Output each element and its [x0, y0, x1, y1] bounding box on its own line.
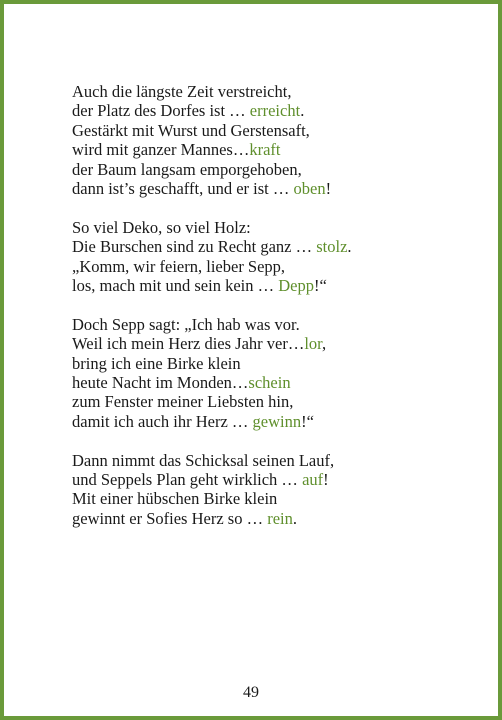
poem-line	[72, 140, 478, 159]
poem-line	[72, 237, 478, 256]
rhyme-word: schein	[248, 373, 291, 393]
poem-line	[72, 315, 478, 334]
line-punctuation: .	[292, 508, 297, 528]
poem-line	[72, 354, 478, 373]
line-punctuation: !	[323, 470, 329, 490]
poem	[72, 82, 478, 548]
poem-line	[72, 334, 478, 353]
line-text: heute Nacht im Monden…	[72, 373, 249, 393]
line-text: dann ist’s geschafft, und er ist …	[72, 179, 294, 199]
page-number: 49	[243, 684, 259, 701]
line-text: Dann nimmt das Schicksal seinen Lauf,	[72, 450, 335, 470]
line-text: der Baum langsam emporgehoben,	[72, 159, 302, 179]
stanza-3	[72, 315, 478, 431]
poem-line	[72, 82, 478, 101]
rhyme-word: Depp	[278, 276, 314, 296]
line-text: gewinnt er Sofies Herz so …	[72, 508, 268, 528]
poem-line	[72, 179, 478, 198]
line-text: Weil ich mein Herz dies Jahr ver…	[72, 334, 305, 354]
poem-line	[72, 489, 478, 508]
line-punctuation: !“	[301, 411, 314, 431]
poem-line	[72, 121, 478, 140]
stanza-2	[72, 218, 478, 296]
line-text: bring ich eine Birke klein	[72, 353, 241, 373]
rhyme-word: stolz	[316, 237, 348, 257]
poem-line	[72, 451, 478, 470]
rhyme-word: oben	[293, 179, 326, 199]
rhyme-word: rein	[267, 508, 293, 528]
line-punctuation: !	[325, 179, 332, 199]
line-text: Die Burschen sind zu Recht ganz …	[72, 237, 317, 257]
poem-line	[72, 470, 478, 489]
poem-line	[72, 160, 478, 179]
line-text: damit ich auch ihr Herz …	[72, 411, 253, 431]
line-text: Auch die längste Zeit verstreicht,	[72, 82, 292, 101]
poem-line	[72, 392, 478, 411]
stanza-1	[72, 82, 478, 198]
line-text: wird mit ganzer Mannes…	[72, 140, 250, 160]
line-punctuation: .	[347, 237, 352, 257]
line-text: los, mach mit und sein kein …	[72, 276, 279, 296]
line-text: und Seppels Plan geht wirklich …	[72, 470, 303, 490]
line-text: So viel Deko, so viel Holz:	[72, 217, 251, 237]
line-text: Doch Sepp sagt: „Ich hab was vor.	[72, 314, 300, 334]
rhyme-word: lor	[304, 334, 323, 354]
rhyme-word: erreicht	[249, 101, 301, 121]
rhyme-word: gewinn	[252, 411, 302, 431]
poem-line	[72, 373, 478, 392]
poem-line	[72, 509, 478, 528]
poem-line	[72, 218, 478, 237]
line-punctuation: ,	[322, 334, 327, 354]
poem-line	[72, 257, 478, 276]
poem-line	[72, 412, 478, 431]
stanza-4	[72, 451, 478, 529]
line-text: Gestärkt mit Wurst und Gerstensaft,	[72, 120, 310, 140]
rhyme-word: auf	[302, 470, 324, 490]
line-punctuation: !“	[313, 276, 327, 296]
line-text: Mit einer hübschen Birke klein	[72, 489, 278, 509]
line-punctuation: .	[300, 101, 305, 121]
rhyme-word: kraft	[249, 140, 281, 160]
poem-line	[72, 101, 478, 120]
line-text: der Platz des Dorfes ist …	[72, 101, 250, 121]
poem-line	[72, 276, 478, 295]
line-text: zum Fenster meiner Liebsten hin,	[72, 392, 294, 412]
line-text: „Komm, wir feiern, lieber Sepp,	[72, 256, 286, 276]
